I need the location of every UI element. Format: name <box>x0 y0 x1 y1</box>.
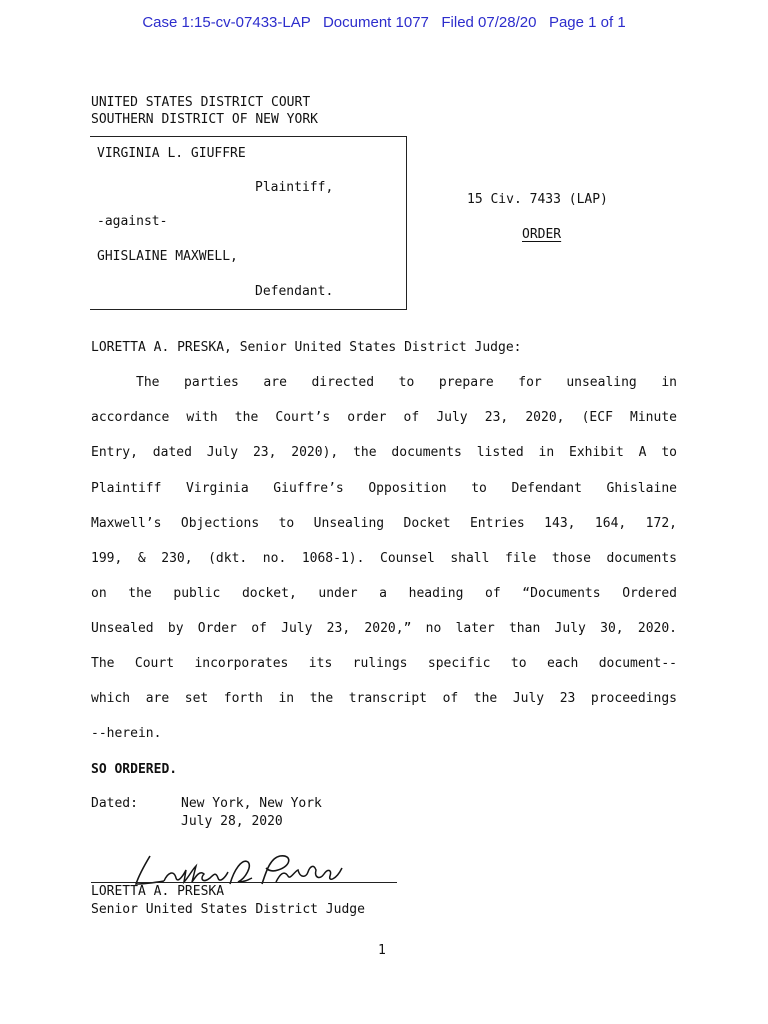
versus-label: -against- <box>97 214 168 229</box>
case-number: 15 Civ. 7433 (LAP) <box>467 192 608 207</box>
body-line: --herein. <box>91 726 162 741</box>
so-ordered: SO ORDERED. <box>91 762 178 777</box>
body-line: The parties are directed to prepare for unsealing in <box>136 375 677 390</box>
signer-title: Senior United States District Judge <box>91 902 365 917</box>
defendant-role: Defendant. <box>255 284 334 299</box>
body-line: 199, & 230, (dkt. no. 1068-1). Counsel shall file those documents <box>91 551 677 566</box>
court-heading <box>91 94 318 128</box>
body-line: Plaintiff Virginia Giuffre’s Opposition to Defendant Ghislaine <box>91 481 677 496</box>
body-line: which are set forth in the transcript of the July 23 proceedings <box>91 691 677 706</box>
signature-line <box>91 882 397 883</box>
body-line: on the public docket, under a heading of “Documents Ordered <box>91 586 677 601</box>
judge-intro: LORETTA A. PRESKA, Senior United States District Judge: <box>91 340 522 355</box>
body-line: Unsealed by Order of July 23, 2020,” no later than July 30, 2020. <box>91 621 677 636</box>
plaintiff-name: VIRGINIA L. GIUFFRE <box>97 146 246 161</box>
signer-name: LORETTA A. PRESKA <box>91 884 225 899</box>
dated-date: July 28, 2020 <box>181 814 283 829</box>
dated-place: New York, New York <box>181 796 322 811</box>
defendant-name: GHISLAINE MAXWELL, <box>97 249 238 264</box>
court-name: UNITED STATES DISTRICT COURT <box>91 95 311 110</box>
body-line: Entry, dated July 23, 2020), the documents listed in Exhibit A to <box>91 445 677 460</box>
body-line: The Court incorporates its rulings specific to each document-- <box>91 656 677 671</box>
body-line: accordance with the Court’s order of July 23, 2020, (ECF Minute <box>91 410 677 425</box>
document-title: ORDER <box>522 227 562 242</box>
plaintiff-role: Plaintiff, <box>255 180 334 195</box>
page-number: 1 <box>378 943 386 958</box>
ecf-header-stamp: Case 1:15-cv-07433-LAP Document 1077 Filed 07/28/20 Page 1 of 1 <box>142 14 626 31</box>
court-district: SOUTHERN DISTRICT OF NEW YORK <box>91 112 318 127</box>
body-line: Maxwell’s Objections to Unsealing Docket Entries 143, 164, 172, <box>91 516 677 531</box>
dated-label: Dated: <box>91 796 138 811</box>
